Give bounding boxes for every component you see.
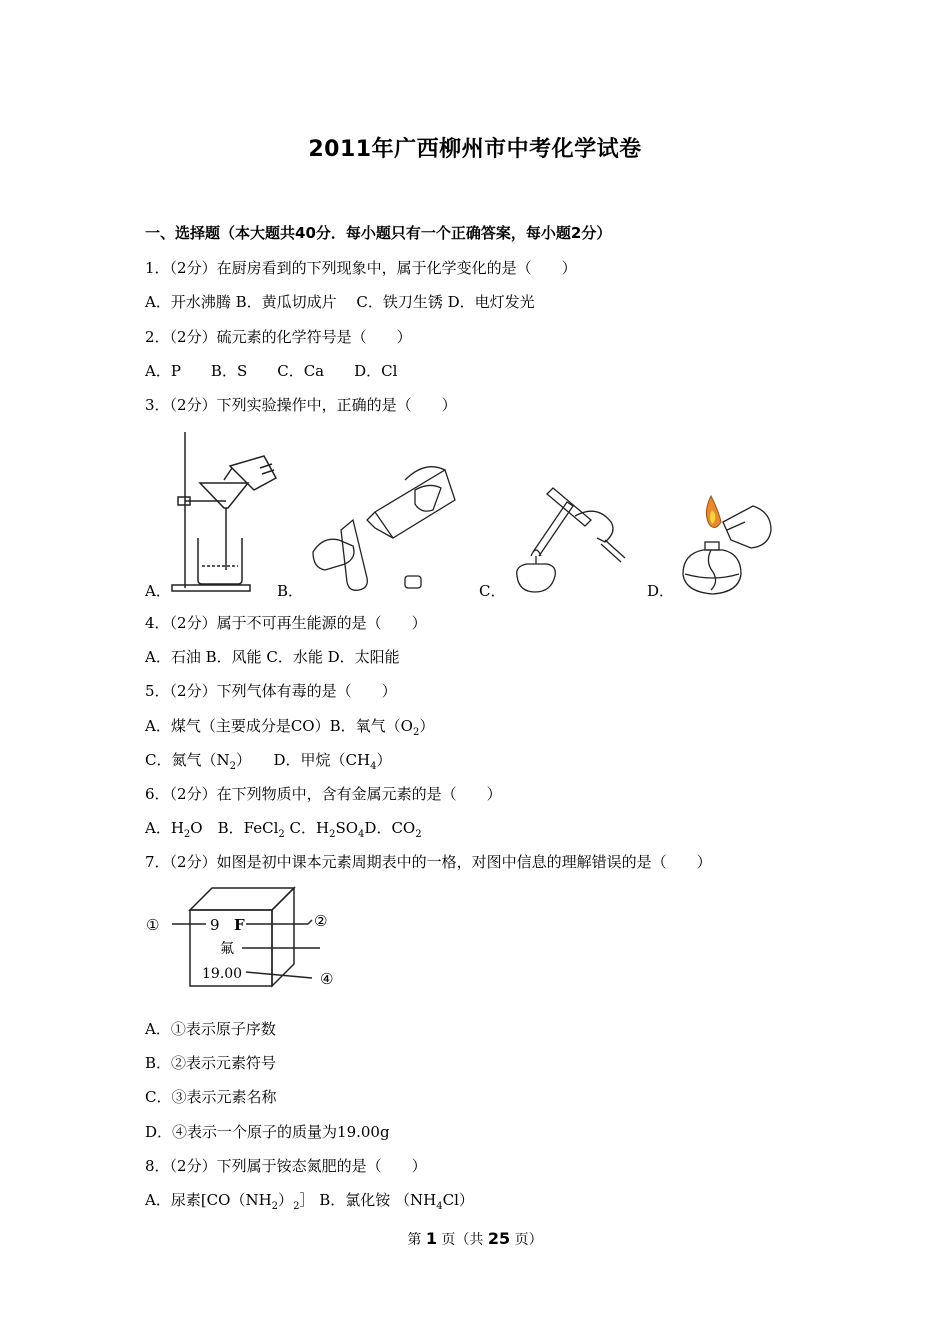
question-2-stem: 2．（2分）硫元素的化学符号是（ ） bbox=[145, 328, 412, 346]
question-8-stem: 8．（2分）下列属于铵态氮肥的是（ ） bbox=[145, 1157, 427, 1175]
question-1-options: A．开水沸腾 B．黄瓜切成片 C．铁刀生锈 D．电灯发光 bbox=[145, 293, 535, 311]
question-7-stem: 7．（2分）如图是初中课本元素周期表中的一格，对图中信息的理解错误的是（ ） bbox=[145, 853, 712, 871]
question-5-options-cd: C．氮气$(N_2)$ D．甲烷$(CH_4)$ bbox=[145, 751, 392, 772]
option-b-label: B． bbox=[277, 582, 304, 600]
option-d-label: D． bbox=[647, 582, 675, 600]
pouring-liquid-image bbox=[305, 460, 465, 595]
option-c-label: C． bbox=[479, 582, 506, 600]
question-5-stem: 5．（2分）下列气体有毒的是（ ） bbox=[145, 682, 397, 700]
question-4-options: A．石油 B．风能 C．水能 D．太阳能 bbox=[145, 648, 400, 666]
question-4-stem: 4．（2分）属于不可再生能源的是（ ） bbox=[145, 614, 427, 632]
callout-1: ① bbox=[146, 916, 160, 934]
question-5-options-ab: A．煤气（主要成分是CO）B．氧气$(O_2)$ bbox=[145, 717, 435, 738]
question-7-option-d: D．④表示一个原子的质量为19.00g bbox=[145, 1123, 390, 1141]
question-2-options: A．P B．S C．Ca D．Cl bbox=[145, 362, 398, 380]
callout-4: ④ bbox=[320, 970, 334, 988]
question-1-stem: 1．（2分）在厨房看到的下列现象中，属于化学变化的是（ ） bbox=[145, 259, 577, 277]
filtration-apparatus-image bbox=[168, 428, 280, 594]
periodic-table-cell-figure bbox=[142, 884, 342, 990]
atomic-mass: 19.00 bbox=[202, 966, 243, 982]
callout-2: ② bbox=[314, 912, 328, 930]
atomic-number: 9 bbox=[210, 916, 220, 934]
question-6-options: A．$H_2O$ B．FeCl$_2$ C．$H_2SO_4D$．$CO_2$ bbox=[145, 819, 422, 840]
heating-test-tube-image bbox=[505, 480, 627, 598]
question-7-option-b: B．②表示元素符号 bbox=[145, 1054, 277, 1072]
element-symbol: F bbox=[234, 916, 245, 934]
question-6-stem: 6．（2分）在下列物质中，含有金属元素的是（ ） bbox=[145, 785, 502, 803]
question-7-option-a: A．①表示原子序数 bbox=[145, 1020, 276, 1038]
element-name: 氟 bbox=[220, 941, 234, 957]
page-footer: 第 1 页（共 25 页） bbox=[407, 1229, 543, 1248]
question-7-option-c: C．③表示元素名称 bbox=[145, 1088, 277, 1106]
section-heading: 一、选择题（本大题共40分．每小题只有一个正确答案，每小题2分） bbox=[145, 224, 612, 242]
option-a-label: A． bbox=[145, 582, 171, 600]
question-3-stem: 3．（2分）下列实验操作中，正确的是（ ） bbox=[145, 396, 457, 414]
alcohol-lamp-image bbox=[675, 492, 780, 600]
question-8-options: A．尿素[$CO(NH_2)_2]$ B．氯化铵 $(NH_4Cl)$ bbox=[145, 1191, 474, 1212]
page-title: 2011年广西柳州市中考化学试卷 bbox=[308, 137, 642, 162]
